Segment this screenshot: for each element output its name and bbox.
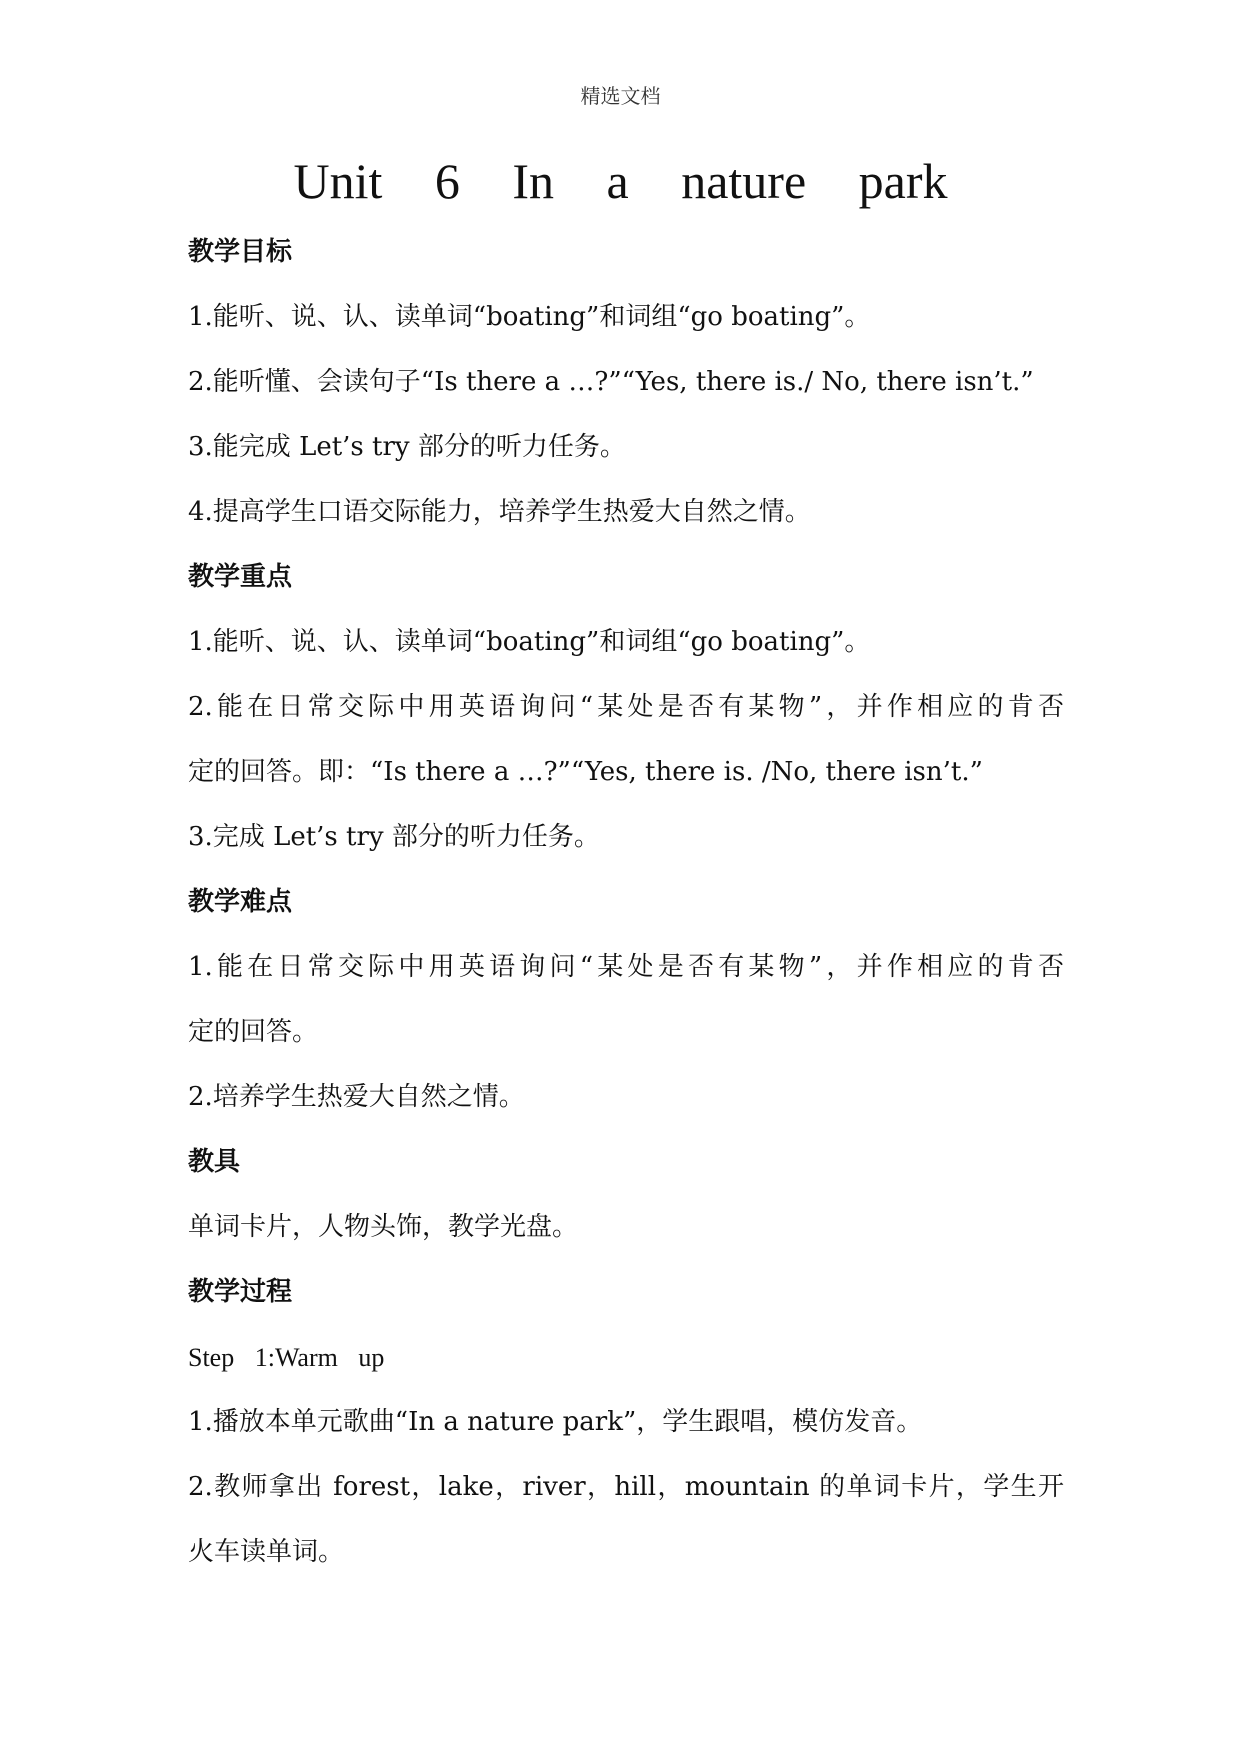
difficulty-item: 1.能在日常交际中用英语询问“某处是否有某物”，并作相应的肯否	[188, 952, 1064, 982]
objective-item: 3.能完成 Let’s try 部分的听力任务。	[188, 432, 626, 462]
key-point-item: 3.完成 Let’s try 部分的听力任务。	[188, 822, 600, 852]
section-heading-procedure: 教学过程	[188, 1277, 293, 1307]
objective-item: 2.能听懂、会读句子“Is there a …?”“Yes, there is./ No, there isn’t.”	[188, 367, 1034, 397]
document-title: Unit 6 In a nature park	[293, 153, 948, 209]
section-heading-teaching-aids: 教具	[188, 1147, 241, 1177]
objective-item: 4.提高学生口语交际能力，培养学生热爱大自然之情。	[188, 497, 811, 527]
page-header: 精选文档	[580, 84, 661, 108]
section-heading-key-points: 教学重点	[188, 562, 293, 592]
difficulty-item-continued: 定的回答。	[188, 1017, 319, 1047]
procedure-item: 1.播放本单元歌曲“In a nature park”，学生跟唱，模仿发音。	[188, 1407, 923, 1437]
procedure-item-continued: 火车读单词。	[188, 1537, 345, 1567]
key-point-item-continued: 定的回答。即：“Is there a …?”“Yes, there is. /No, there isn’t.”	[188, 757, 983, 787]
document-body	[188, 220, 1064, 1585]
difficulty-item: 2.培养学生热爱大自然之情。	[188, 1082, 525, 1112]
section-heading-objectives: 教学目标	[188, 237, 293, 267]
key-point-item: 2.能在日常交际中用英语询问“某处是否有某物”，并作相应的肯否	[188, 692, 1064, 722]
section-heading-difficulties: 教学难点	[188, 887, 293, 917]
objective-item: 1.能听、说、认、读单词“boating”和词组“go boating”。	[188, 302, 871, 332]
procedure-item: 2.教师拿出 forest，lake，river，hill，mountain 的单词卡片，学生开	[188, 1472, 1064, 1502]
step-heading: Step 1:Warm up	[188, 1343, 385, 1372]
key-point-item: 1.能听、说、认、读单词“boating”和词组“go boating”。	[188, 627, 871, 657]
teaching-aids-text: 单词卡片，人物头饰，教学光盘。	[188, 1212, 579, 1242]
